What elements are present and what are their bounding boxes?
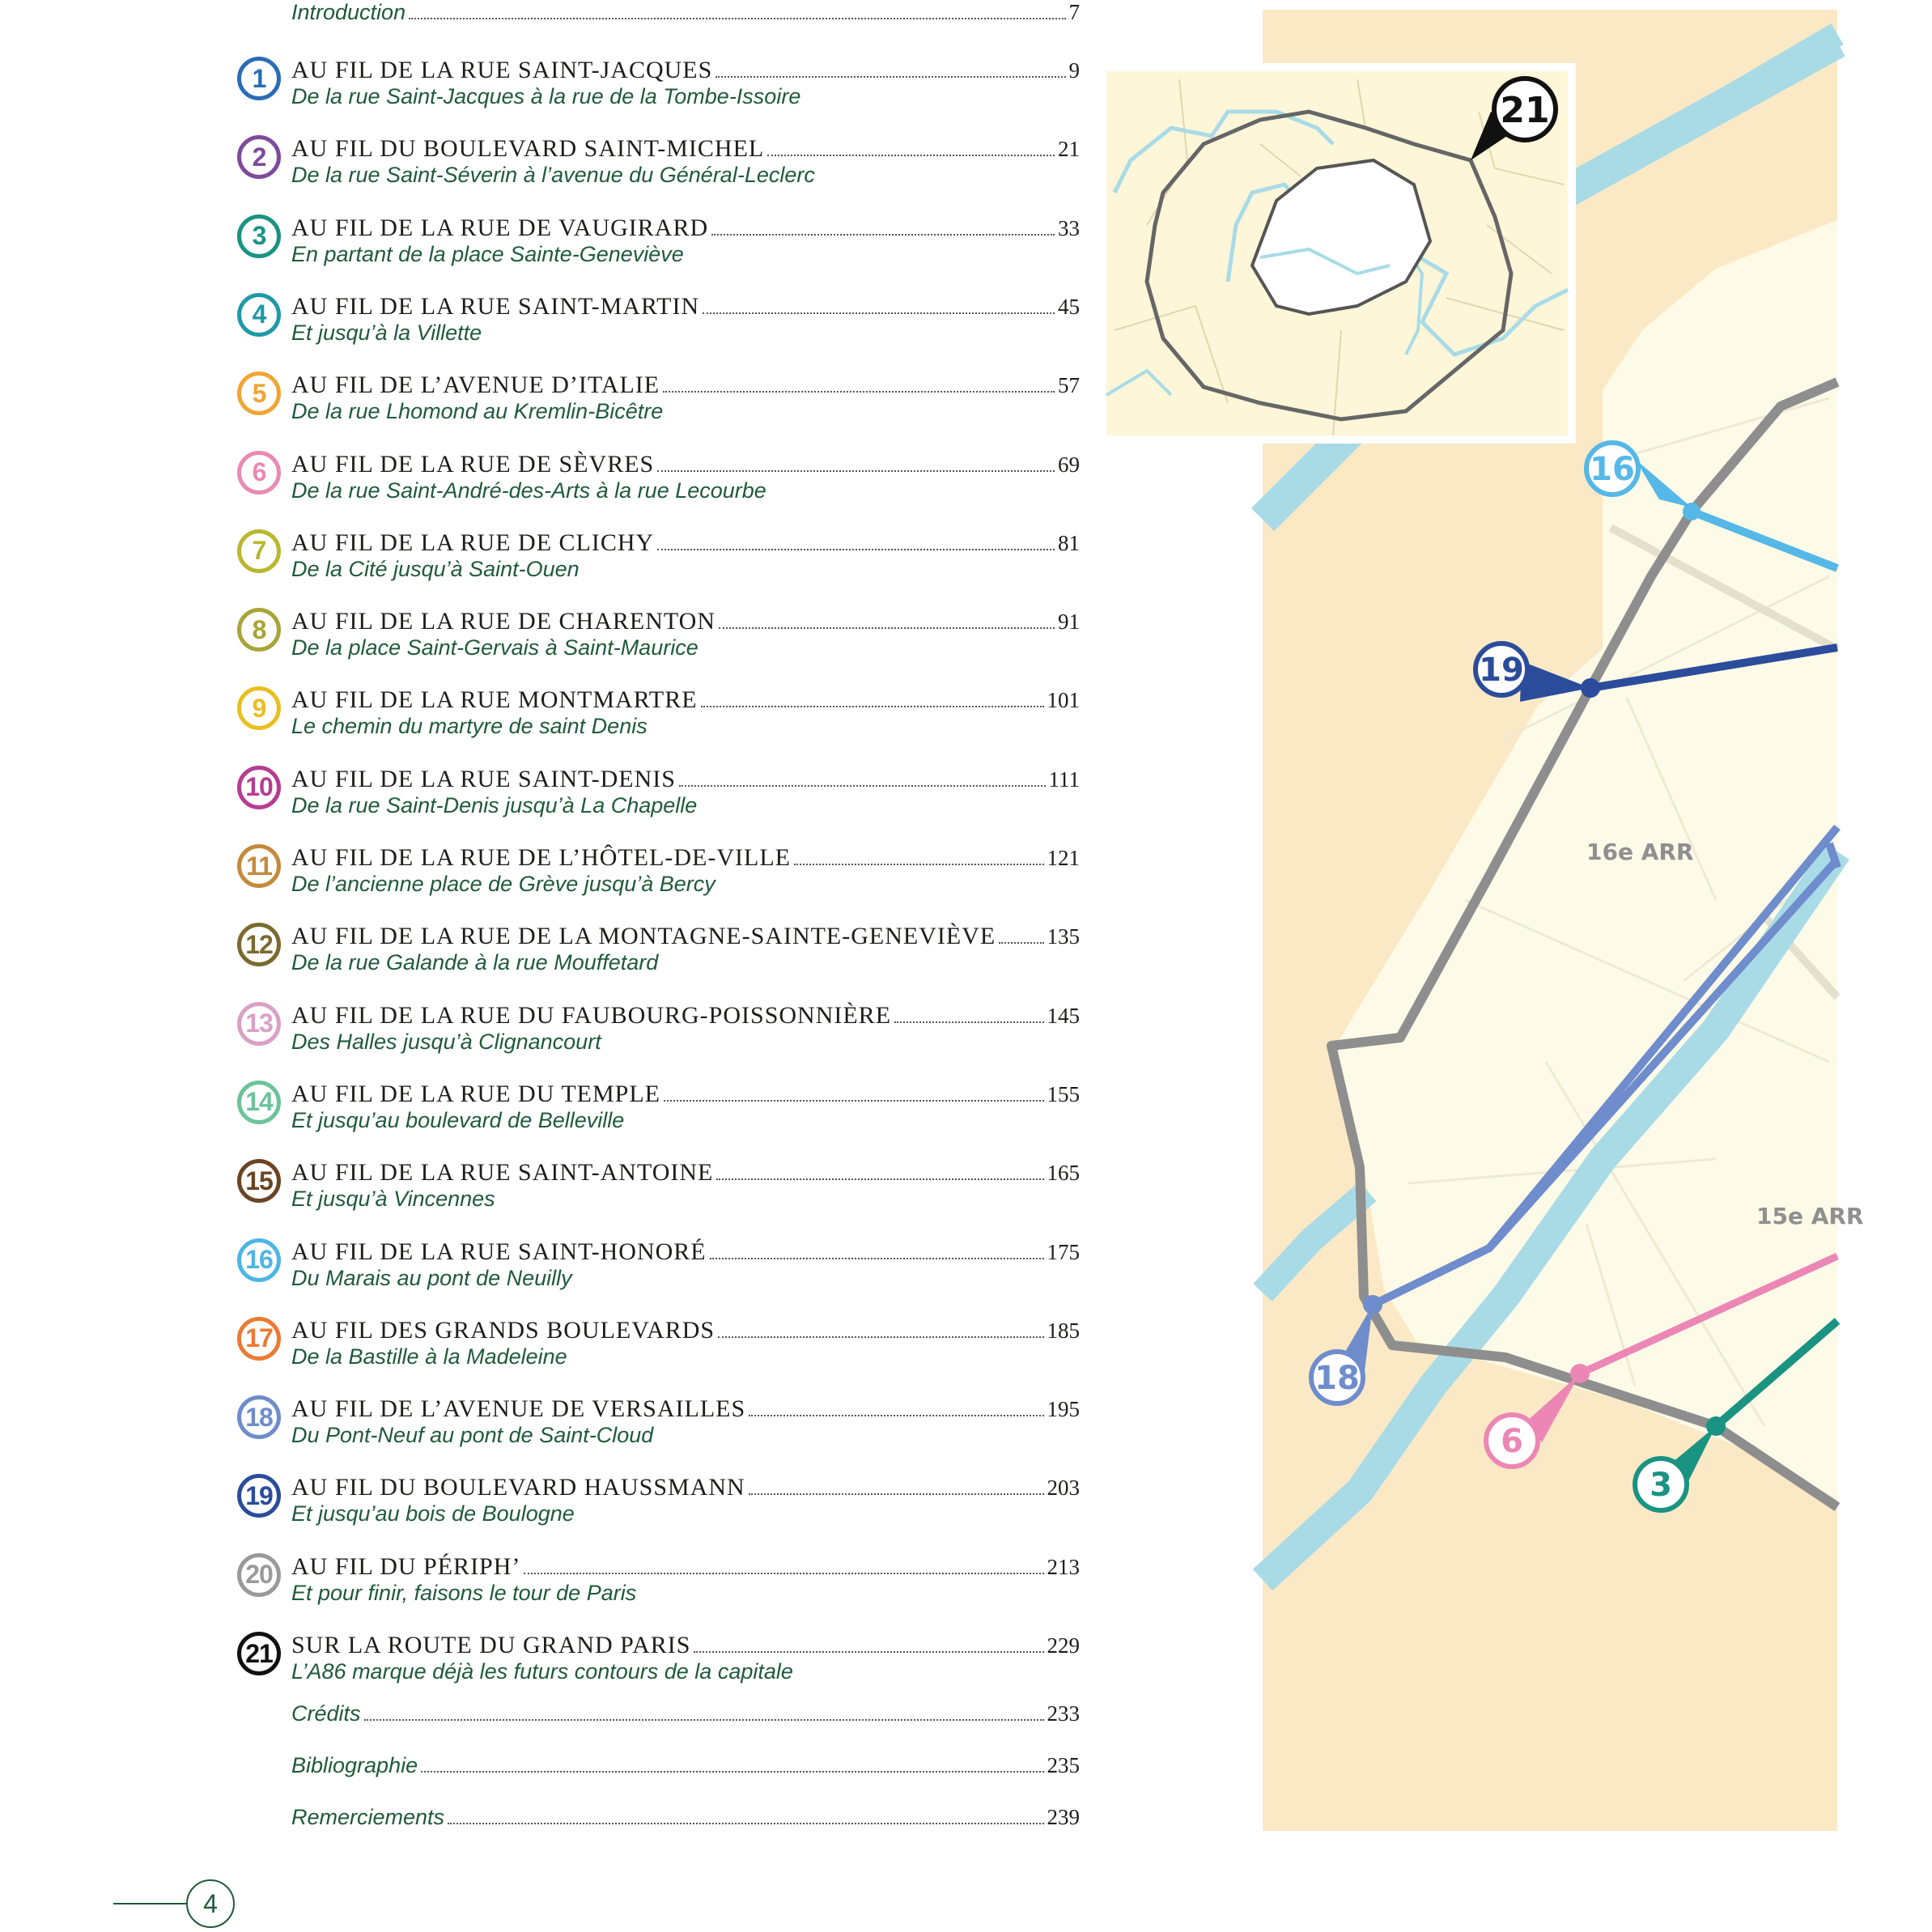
chapter-title: AU FIL DU BOULEVARD HAUSSMANN (291, 1474, 745, 1501)
leader-dots (364, 1719, 1044, 1721)
label-16e-arr: 16e ARR (1586, 839, 1694, 865)
chapter-subtitle: Et jusqu’à la Villette (291, 320, 482, 345)
chapter-page: 195 (1047, 1397, 1080, 1422)
chapter-subtitle: De l’ancienne place de Grève jusqu’à Bercy (291, 872, 715, 896)
chapter-badge-1: 1 (237, 57, 281, 100)
leader-dots (767, 155, 1055, 156)
leader-dots (716, 1178, 1043, 1180)
back-matter-label: Bibliographie (291, 1753, 418, 1777)
chapter-page: 101 (1047, 688, 1080, 713)
chapter-page: 81 (1058, 530, 1080, 555)
marker-19-label: 19 (1479, 652, 1524, 689)
chapter-page: 33 (1058, 215, 1080, 240)
chapter-badge-10: 10 (237, 766, 281, 809)
chapter-page: 69 (1058, 452, 1080, 477)
chapter-page: 121 (1047, 846, 1080, 870)
chapter-badge-5: 5 (237, 372, 281, 415)
chapter-badge-4: 4 (237, 293, 281, 337)
chapter-title: AU FIL DE LA RUE DE SÈVRES (291, 450, 655, 478)
chapter-page: 9 (1068, 58, 1080, 83)
chapter-page: 213 (1047, 1554, 1080, 1579)
leader-dots (711, 234, 1055, 236)
leader-dots (524, 1573, 1043, 1574)
chapter-subtitle: Le chemin du martyre de saint Denis (291, 714, 648, 739)
leader-dots (718, 1336, 1043, 1338)
leader-dots (421, 1771, 1043, 1773)
chapter-title: AU FIL DE LA RUE DE L’HÔTEL-DE-VILLE (291, 844, 792, 871)
chapter-badge-6: 6 (237, 451, 281, 495)
chapter-subtitle: De la rue Galande à la rue Mouffetard (291, 950, 659, 975)
chapter-title: AU FIL DE LA RUE SAINT-ANTOINE (291, 1159, 714, 1187)
toc-chapter-7[interactable] (291, 529, 1080, 557)
leader-dots (657, 549, 1055, 550)
chapter-badge-7: 7 (237, 529, 281, 573)
chapter-badge-11: 11 (237, 844, 281, 888)
chapter-title: AU FIL DE L’AVENUE DE VERSAILLES (291, 1395, 746, 1423)
toc-chapter-16[interactable] (291, 1238, 1080, 1266)
label-15e-arr: 15e ARR (1756, 1203, 1864, 1229)
chapter-page: 165 (1047, 1161, 1080, 1186)
toc-chapter-15[interactable] (291, 1159, 1080, 1187)
toc-back-2[interactable] (291, 1753, 1080, 1778)
toc-intro[interactable] (291, 0, 1080, 25)
chapter-page: 155 (1047, 1081, 1080, 1106)
toc-chapter-9[interactable] (291, 686, 1080, 714)
chapter-subtitle: Et jusqu’à Vincennes (291, 1187, 495, 1212)
chapter-page: 21 (1058, 137, 1080, 162)
leader-dots (448, 1823, 1043, 1824)
chapter-badge-3: 3 (237, 214, 281, 258)
toc-chapter-19[interactable] (291, 1474, 1080, 1501)
toc-chapter-11[interactable] (291, 844, 1080, 872)
toc-chapter-20[interactable] (291, 1553, 1080, 1581)
toc-chapter-6[interactable] (291, 451, 1080, 478)
back-matter-label: Crédits (291, 1701, 361, 1726)
marker-16-label: 16 (1590, 451, 1635, 488)
chapter-title: AU FIL DE LA RUE DU TEMPLE (291, 1080, 660, 1107)
chapter-page: 45 (1058, 294, 1080, 319)
leader-dots (715, 76, 1065, 78)
toc-chapter-8[interactable] (291, 608, 1080, 635)
marker-18-label: 18 (1314, 1360, 1360, 1397)
chapter-badge-21: 21 (237, 1632, 281, 1675)
toc-chapter-18[interactable] (291, 1395, 1080, 1423)
chapter-title: AU FIL DE LA RUE DE CHARENTON (291, 608, 715, 635)
chapter-badge-19: 19 (237, 1474, 281, 1518)
chapter-subtitle: De la place Saint-Gervais à Saint-Maurice (291, 635, 698, 660)
chapter-subtitle: De la rue Saint-Denis jusqu’à La Chapelle (291, 792, 698, 817)
chapter-title: AU FIL DE LA RUE MONTMARTRE (291, 686, 698, 714)
chapter-badge-12: 12 (237, 923, 281, 966)
leader-dots (710, 1258, 1044, 1259)
leader-dots (694, 1651, 1043, 1653)
chapter-badge-2: 2 (237, 135, 281, 179)
toc-chapter-12[interactable] (291, 923, 1080, 950)
toc-chapter-21[interactable] (291, 1632, 1080, 1659)
chapter-subtitle: Du Pont-Neuf au pont de Saint-Cloud (291, 1423, 654, 1448)
leader-dots (703, 312, 1055, 314)
chapter-badge-16: 16 (237, 1238, 281, 1282)
back-matter-page: 239 (1047, 1805, 1080, 1829)
chapter-title: AU FIL DE LA RUE DU FAUBOURG-POISSONNIÈRE (291, 1001, 892, 1029)
back-matter-page: 233 (1047, 1701, 1080, 1726)
chapter-badge-15: 15 (237, 1159, 281, 1203)
chapter-title: AU FIL DE LA RUE DE CLICHY (291, 529, 655, 556)
chapter-subtitle: De la rue Saint-André-des-Arts à la rue Lecourbe (291, 478, 766, 503)
chapter-page: 229 (1047, 1633, 1080, 1658)
toc-back-3[interactable] (291, 1805, 1080, 1830)
chapter-subtitle: De la rue Lhomond au Kremlin-Bicêtre (291, 399, 664, 424)
chapter-page: 91 (1058, 609, 1080, 635)
chapter-title: AU FIL DE LA RUE SAINT-HONORÉ (291, 1238, 707, 1265)
toc-chapter-2[interactable] (291, 135, 1080, 163)
chapter-page: 57 (1058, 373, 1080, 398)
chapter-page: 111 (1048, 766, 1080, 792)
leader-dots (794, 864, 1043, 865)
chapter-subtitle: De la rue Saint-Jacques à la rue de la Tombe-Issoire (291, 84, 801, 108)
chapter-title: AU FIL DU PÉRIPH’ (291, 1552, 521, 1580)
leader-dots (664, 1100, 1044, 1102)
chapter-title: AU FIL DE LA RUE DE VAUGIRARD (291, 214, 709, 241)
chapter-title: AU FIL DU BOULEVARD SAINT-MICHEL (291, 135, 765, 163)
chapter-subtitle: Et pour finir, faisons le tour de Paris (291, 1580, 637, 1605)
inset-map-grand-paris (1098, 63, 1576, 444)
footer-rule (113, 1903, 188, 1904)
page-number: 4 (186, 1879, 235, 1928)
chapter-title: AU FIL DES GRANDS BOULEVARDS (291, 1316, 715, 1344)
chapter-subtitle: De la Cité jusqu’à Saint-Ouen (291, 556, 580, 581)
back-matter-label: Remerciements (291, 1805, 445, 1829)
toc-chapter-10[interactable] (291, 766, 1080, 793)
toc-back-1[interactable] (291, 1701, 1080, 1726)
marker-3-label: 3 (1650, 1467, 1672, 1504)
back-matter-page: 235 (1047, 1753, 1080, 1777)
chapter-title: AU FIL DE LA RUE SAINT-DENIS (291, 765, 676, 792)
toc-intro-label: Introduction (291, 0, 406, 24)
chapter-page: 185 (1047, 1318, 1080, 1343)
chapter-subtitle: De la rue Saint-Séverin à l’avenue du Général-Leclerc (291, 163, 815, 188)
leader-dots (749, 1493, 1044, 1495)
chapter-subtitle: En partant de la place Sainte-Geneviève (291, 241, 684, 266)
toc-chapter-13[interactable] (291, 1002, 1080, 1030)
chapter-title: AU FIL DE LA RUE SAINT-JACQUES (291, 57, 713, 83)
leader-dots (749, 1415, 1043, 1416)
chapter-subtitle: Et jusqu’au boulevard de Belleville (291, 1107, 625, 1132)
chapter-page: 145 (1047, 1003, 1080, 1028)
chapter-badge-8: 8 (237, 608, 281, 652)
chapter-page: 203 (1047, 1476, 1080, 1501)
toc-chapter-4[interactable] (291, 293, 1080, 321)
chapter-badge-13: 13 (237, 1002, 281, 1046)
leader-dots (679, 785, 1046, 787)
leader-dots (663, 391, 1055, 393)
chapter-badge-20: 20 (237, 1553, 281, 1597)
chapter-subtitle: Du Marais au pont de Neuilly (291, 1265, 572, 1290)
toc-intro-page: 7 (1068, 0, 1080, 24)
chapter-title: SUR LA ROUTE DU GRAND PARIS (291, 1632, 691, 1658)
chapter-subtitle: Et jusqu’au bois de Boulogne (291, 1501, 575, 1526)
leader-dots (409, 18, 1065, 19)
toc-chapter-5[interactable] (291, 372, 1080, 399)
leader-dots (701, 706, 1044, 707)
toc-chapter-17[interactable] (291, 1317, 1080, 1344)
chapter-subtitle: De la Bastille à la Madeleine (291, 1344, 567, 1369)
leader-dots (894, 1021, 1043, 1023)
chapter-title: AU FIL DE L’AVENUE D’ITALIE (291, 372, 660, 399)
toc-chapter-1[interactable] (291, 57, 1080, 84)
chapter-page: 135 (1047, 924, 1080, 949)
toc-chapter-3[interactable] (291, 214, 1080, 242)
leader-dots (999, 942, 1043, 944)
chapter-badge-14: 14 (237, 1081, 281, 1124)
toc-chapter-14[interactable] (291, 1081, 1080, 1108)
chapter-title: AU FIL DE LA RUE DE LA MONTAGNE-SAINTE-GENEVIÈVE (291, 923, 996, 950)
chapter-page: 175 (1047, 1239, 1080, 1264)
leader-dots (719, 627, 1055, 629)
chapter-badge-9: 9 (237, 686, 281, 730)
chapter-badge-17: 17 (237, 1317, 281, 1361)
leader-dots (657, 470, 1055, 472)
chapter-title: AU FIL DE LA RUE SAINT-MARTIN (291, 292, 700, 320)
chapter-subtitle: Des Halles jusqu’à Clignancourt (291, 1029, 601, 1054)
marker-6-label: 6 (1501, 1423, 1523, 1460)
chapter-badge-18: 18 (237, 1395, 281, 1439)
marker-21-label: 21 (1500, 90, 1550, 131)
chapter-subtitle: L’A86 marque déjà les futurs contours de la capitale (291, 1659, 793, 1684)
